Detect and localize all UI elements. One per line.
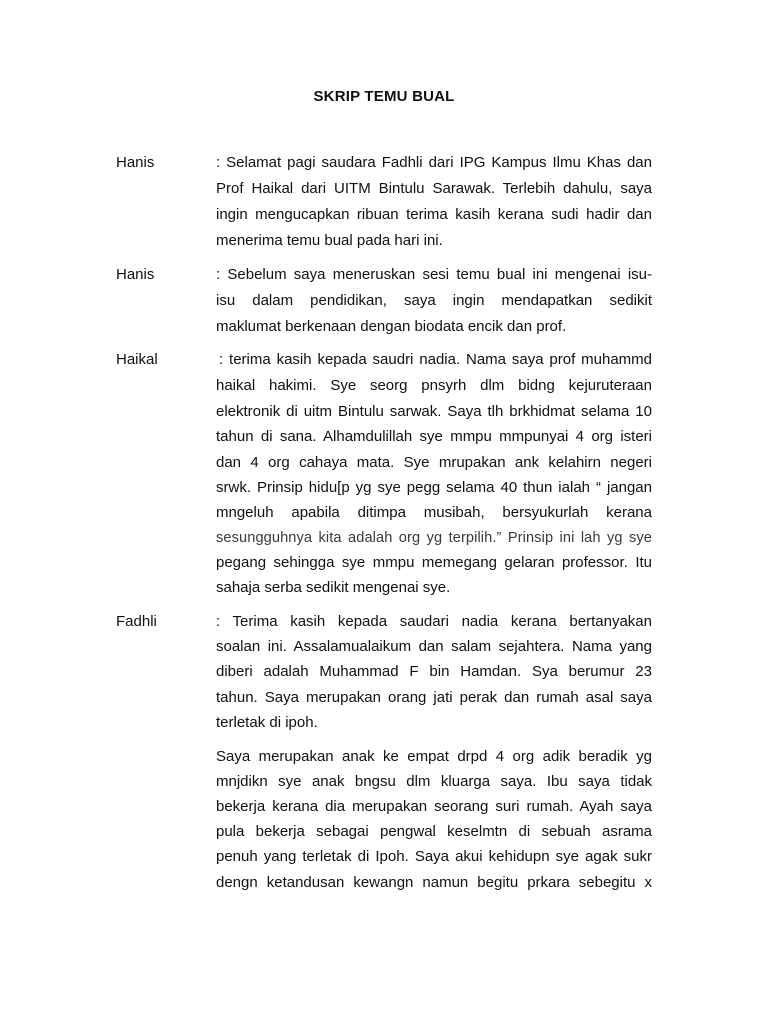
transcript-line: menerima temu bual pada hari ini. bbox=[216, 232, 443, 249]
transcript-line: : Terima kasih kepada saudari nadia kerana bertanyakan bbox=[216, 613, 652, 630]
transcript-line: maklumat berkenaan dengan biodata encik dan prof. bbox=[216, 318, 567, 335]
document-title: SKRIP TEMU BUAL bbox=[313, 88, 455, 105]
transcript-line: tahun. Saya merupakan orang jati perak dan rumah asal saya bbox=[216, 689, 652, 706]
transcript-line: mnjdikn sye anak bngsu dlm kluarga saya. Ibu saya tidak bbox=[216, 773, 652, 790]
transcript-line: terletak di ipoh. bbox=[216, 714, 318, 731]
speaker-label: Fadhli bbox=[116, 613, 157, 630]
speaker-label: Haikal bbox=[116, 351, 158, 368]
transcript-line: dengn ketandusan kewangn namun begitu prkara sebegitu x bbox=[216, 874, 652, 891]
transcript-line: : Selamat pagi saudara Fadhli dari IPG Kampus Ilmu Khas dan bbox=[216, 154, 652, 171]
transcript-line: isu dalam pendidikan, saya ingin mendapatkan sedikit bbox=[216, 292, 652, 309]
transcript-line: elektronik di uitm Bintulu sarwak. Saya tlh brkhidmat selama 10 bbox=[216, 403, 652, 420]
transcript-line: Saya merupakan anak ke empat drpd 4 org adik beradik yg bbox=[216, 748, 652, 765]
transcript-line: dan 4 org cahaya mata. Sye mrupakan ank kelahirn negeri bbox=[216, 454, 652, 471]
transcript-line: bekerja kerana dia merupakan seorang suri rumah. Ayah saya bbox=[216, 798, 652, 815]
transcript-line: sesungguhnya kita adalah org yg terpilih.” Prinsip ini lah yg sye bbox=[216, 530, 652, 546]
speaker-label: Hanis bbox=[116, 266, 155, 283]
transcript-line: ingin mengucapkan ribuan terima kasih kerana sudi hadir dan bbox=[216, 206, 652, 223]
transcript-line: diberi adalah Muhammad F bin Hamdan. Sya berumur 23 bbox=[216, 663, 652, 680]
transcript-line: haikal hakimi. Sye seorg pnsyrh dlm bidng kejuruteraan bbox=[216, 377, 652, 394]
transcript-line: sahaja serba sedikit mengenai sye. bbox=[216, 579, 451, 596]
transcript-line: tahun di sana. Alhamdulillah sye mmpu mmpunyai 4 org isteri bbox=[216, 428, 652, 445]
transcript-line: pegang sehingga sye mmpu memegang gelaran professor. Itu bbox=[216, 554, 652, 571]
transcript-line: soalan ini. Assalamualaikum dan salam sejahtera. Nama yang bbox=[216, 638, 652, 655]
transcript-line: Prof Haikal dari UITM Bintulu Sarawak. Terlebih dahulu, saya bbox=[216, 180, 652, 197]
transcript-line: srwk. Prinsip hidu[p yg sye pegg selama 40 thun ialah “ jangan bbox=[216, 479, 652, 496]
transcript-line: pula bekerja sebagai pengwal keselmtn di sebuah asrama bbox=[216, 823, 652, 840]
transcript-line: penuh yang terletak di Ipoh. Saya akui kehidupn sye agak sukr bbox=[216, 848, 652, 865]
transcript-line: : Sebelum saya meneruskan sesi temu bual ini mengenai isu- bbox=[216, 266, 652, 283]
speaker-label: Hanis bbox=[116, 154, 155, 171]
transcript-line: : terima kasih kepada saudri nadia. Nama saya prof muhammd bbox=[219, 351, 652, 368]
transcript-line: mngeluh apabila ditimpa musibah, bersyukurlah kerana bbox=[216, 504, 652, 521]
